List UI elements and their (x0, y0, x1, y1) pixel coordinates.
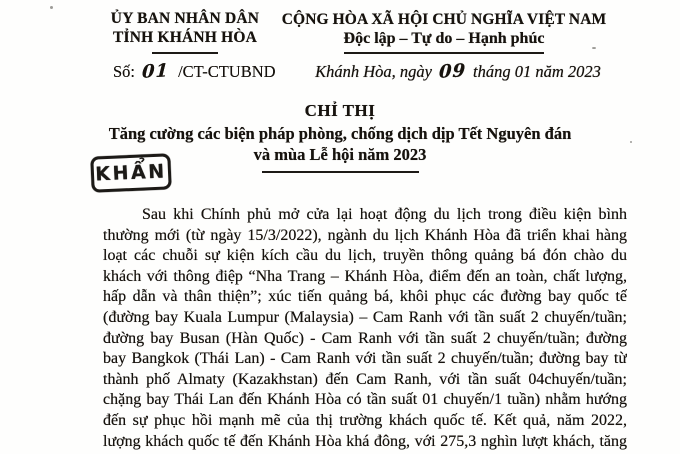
body-line: chặng bay Thái Lan đến Khánh Hòa có tần suất 01 chuyến/1 tuần) nhằm hướng (103, 391, 627, 409)
motto-underline (344, 52, 544, 54)
title-underline (262, 171, 419, 173)
doc-subject-line1: Tăng cường các biện pháp phòng, chống dịch dịp Tết Nguyên đán (108, 124, 572, 143)
body-line: thành phố Almaty (Kazakhstan) đến Cam Ranh, với tần suất 04chuyến/tuần; (103, 370, 627, 388)
urgent-stamp (90, 153, 171, 192)
urgent-stamp-label: KHẨN (94, 160, 168, 186)
issuer-line1: ỦY BAN NHÂN DÂN (110, 10, 260, 27)
body-line: loạt các chuỗi sự kiện kích cầu du lịch, truyền thông quảng bá đón chào du (103, 247, 627, 265)
national-name: CỘNG HÒA XÃ HỘI CHỦ NGHĨA VIỆT NAM (281, 11, 607, 28)
doc-type-title: CHỈ THỊ (304, 101, 376, 120)
doc-number-handwritten: 01 (141, 60, 170, 83)
body-paragraph (103, 205, 627, 452)
issuer-underline (152, 52, 218, 54)
body-line: hấp dẫn và thân thiện”; xúc tiến quảng bá, khôi phục các đường bay quốc tế (103, 288, 627, 306)
body-line: đến sự phục hồi mạnh mẽ của thị trường khách quốc tế. Kết quả, năm 2022, (103, 411, 627, 429)
body-line: khách với thông điệp “Nha Trang – Khánh Hòa, điểm đến an toàn, chất lượng, (103, 267, 627, 285)
scan-speck (50, 6, 53, 9)
issuer-block (92, 10, 278, 54)
issue-date-prefix: Khánh Hòa, ngày (315, 62, 432, 81)
body-line: thường mới (từ ngày 15/3/2022), ngành du lịch Khánh Hòa đã triển khai hàng (103, 226, 627, 244)
doc-number-prefix: Số: (113, 62, 136, 81)
body-line: lượng khách quốc tế đến Khánh Hòa khá đông, với 275,3 nghìn lượt khách, tăng (103, 432, 627, 450)
issue-date-suffix: tháng 01 năm 2023 (473, 62, 601, 81)
scan-speck (592, 47, 596, 49)
issue-date (308, 61, 608, 82)
national-motto: Độc lập – Tự do – Hạnh phúc (343, 30, 545, 47)
doc-number (113, 61, 276, 82)
issuer-line2: TỈNH KHÁNH HÒA (112, 28, 258, 46)
body-line: bay Bangkok (Thái Lan) - Cam Ranh với tần suất 2 chuyến/tuần; đường bay từ (103, 350, 627, 368)
body-line: đường bay Busan (Hàn Quốc) - Cam Ranh với tần suất 2 chuyến/tuần; đường (103, 329, 627, 347)
doc-number-suffix: /CT-CTUBND (178, 62, 276, 81)
body-line: (đường bay Kuala Lumpur (Malaysia) – Cam Ranh với tần suất 2 chuyến/tuần; (103, 308, 627, 326)
body-line: Sau khi Chính phủ mở cửa lại hoạt động du lịch trong điều kiện bình (142, 206, 627, 223)
doc-subject-line2: và mùa Lễ hội năm 2023 (253, 145, 427, 164)
national-header-block (281, 10, 607, 54)
scan-speck (630, 141, 632, 143)
issue-date-handwritten: 09 (438, 60, 467, 83)
